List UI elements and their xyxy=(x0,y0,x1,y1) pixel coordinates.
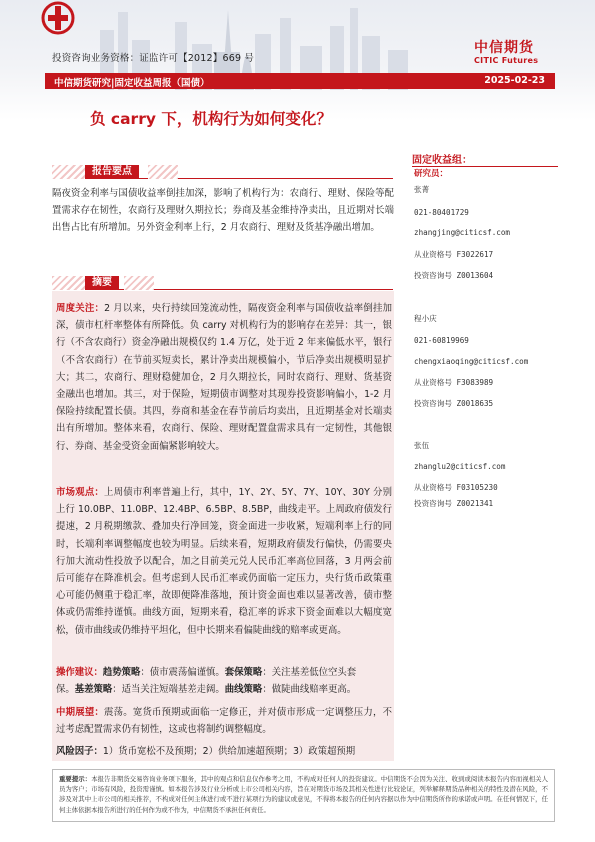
logo-name-cn: 中信期货 xyxy=(474,40,534,56)
license-text: 投资咨询业务资格：证监许可【2012】669 号 xyxy=(52,53,255,64)
section-pattern xyxy=(124,276,154,290)
trend-strategy-text: ：债市震荡偏谨慎。 xyxy=(140,667,225,678)
report-points-header xyxy=(52,165,393,179)
member-name: 张菁 xyxy=(414,185,430,194)
report-points-text: 隔夜资金利率与国债收益率倒挂加深，影响了机构行为：农商行、理财、保险等配置需求存在韧性，农商行及理财久期拉长；券商及基金维持净卖出，且近期对长端出售占比有所增加。另外资金利率上行，2 月农商行、理财及货基净融出增加。 xyxy=(52,188,394,234)
risk-factors-label: 风险因子： xyxy=(56,746,103,757)
section-pattern xyxy=(52,276,85,290)
member-email[interactable]: chengxiaoqing@citicsf.com xyxy=(414,357,529,366)
member-advisory: 投资咨询号 Z0013604 xyxy=(414,271,494,280)
citic-logo-icon xyxy=(0,0,120,36)
market-view-label: 市场观点： xyxy=(56,487,105,498)
report-date: 2025-02-23 xyxy=(484,75,545,86)
member-cert: 从业资格号 F3083989 xyxy=(414,378,494,387)
report-points-title: 报告要点 xyxy=(85,165,139,179)
market-view-text: 上周债市利率普遍上行，其中，1Y、2Y、5Y、7Y、10Y、30Y 分别上行 10.0BP、11.0BP、12.4BP、6.5BP、8.5BP，曲线走平。上周政府债发行提速，2 月税期缴款、叠加央行净回笼，资金面进一步收紧，短端利率上行的同时，长端利率调整幅度也较为明显。后续来看，短期政府债发行偏快，仍需要央行加大流动性投放予以配合，加之目前美元兑人民币汇率高位回落，3 月两会前后可能存在降准机会。但考虑到人民币汇率或仍面临一定压力，央行货币政策重心可能仍侧重于稳汇率，故即便降准落地，预计资金面也难以显著改善，债市整体或仍需维持谨慎。曲线方面，短期来看，稳汇率的诉求下资金面难以大幅度宽松，债市曲线或仍维持平坦化，但中长期来看偏陡曲线的赔率或更高。 xyxy=(56,487,392,636)
market-view xyxy=(56,484,392,639)
team-subheading: 研究员： xyxy=(414,169,449,179)
page-header xyxy=(0,0,595,120)
member-phone: 021-80401729 xyxy=(414,208,469,217)
weekly-focus-text: 2 月以来，央行持续回笼流动性，隔夜资金利率与国债收益率倒挂加深，债市杠杆率整体有所降低。负 carry 对机构行为的影响存在差异：其一，银行（不含农商行）资金净融出规模仅约 1.4 万亿，处于近 2 年来偏低水平，银行（不含农商行）在节前买短卖长，累计净卖出规模偏小，节后净卖出规模明显扩大；其二，农商行、理财稳健加仓，2 月久期拉长，同时农商行、理财、货基资金融出也增加。其三，对于保险，短期债市调整对其现券投资影响偏小，1-2 月保险持续配置长债。其四，券商和基金在春节前后均卖出，且近期基金对长端卖出有所增加。整体来看，农商行、保险、理财配置盘需求具有一定韧性，其他银行、券商、基金受资金面偏紧影响较大。 xyxy=(56,303,392,452)
mid-term-label: 中期展望： xyxy=(56,707,105,718)
report-type-bar xyxy=(45,73,555,89)
ops-advice-line1 xyxy=(56,664,356,681)
ops-advice-label: 操作建议： xyxy=(56,667,103,678)
basis-strategy-text: ：适当关注短端基差走阔。 xyxy=(112,684,225,695)
team-heading: 固定收益组： xyxy=(412,155,472,166)
member-cert: 从业资格号 F3022617 xyxy=(414,250,494,259)
curve-strategy-text: ：做陡曲线赔率更高。 xyxy=(262,684,357,695)
member-name: 张伍 xyxy=(414,441,430,450)
risk-factors xyxy=(56,743,355,760)
curve-strategy-label: 曲线策略 xyxy=(224,684,263,695)
member-phone: 021-60819969 xyxy=(414,336,469,345)
disclaimer-text: 本报告非期货交易咨询业务项下服务，其中的观点和信息仅作参考之用，不构成对任何人的投资建议。中信期货不会因为关注、收到或阅读本报告内容而视相关人员为客户；市场有风险，投资需谨慎。如本报告涉及行业分析或上市公司相关内容，旨在对期货市场及其相关性进行比较论证，列举解释期货品种相关的特性及潜在风险，不涉及对其中上市公司的相关推荐，不构成对任何主体进行或不进行某项行为的建议或意见，不得将本报告的任何内容据以作为中信期货所作的承诺或声明。在任何情况下，任何主体依据本报告所进行的任何作为或不作为，中信期货不承担任何责任。 xyxy=(59,775,549,814)
report-title: 负 carry 下，机构行为如何变化？ xyxy=(90,110,332,128)
weekly-focus xyxy=(56,300,392,455)
mid-term-text: 震荡。宽货币预期或面临一定修正，并对债市形成一定调整压力，不过考虑配置需求仍有韧性，这或也将制约调整幅度。 xyxy=(56,707,392,736)
trend-strategy-label: 趋势策略 xyxy=(102,667,141,678)
ops-advice-line2 xyxy=(56,681,356,698)
member-advisory: 投资咨询号 Z0021341 xyxy=(414,499,494,508)
member-cert: 从业资格号 F03105230 xyxy=(414,483,498,492)
hedge-strategy-text: ：关注基差低位空头套 xyxy=(262,667,357,678)
summary-header xyxy=(52,276,393,290)
mid-term-outlook xyxy=(56,704,392,738)
risk-factors-text: 1）货币宽松不及预期；2）供给加速超预期；3）政策超预期 xyxy=(102,746,356,757)
disclaimer-label: 重要提示： xyxy=(59,775,92,783)
section-pattern xyxy=(148,165,178,179)
logo-name-en: CITIC Futures xyxy=(474,56,539,65)
disclaimer-box xyxy=(52,769,555,822)
member-email[interactable]: zhangjing@citicsf.com xyxy=(414,228,511,237)
summary-title: 摘要 xyxy=(85,276,119,290)
weekly-focus-label: 周度关注： xyxy=(56,303,105,314)
report-series: 中信期货研究|固定收益周报（国债） xyxy=(54,78,210,89)
hedge-strategy-text-cont: 保。 xyxy=(56,684,75,695)
section-pattern xyxy=(52,165,85,179)
member-advisory: 投资咨询号 Z0018635 xyxy=(414,399,494,408)
member-email[interactable]: zhanglu2@citicsf.com xyxy=(414,462,506,471)
basis-strategy-label: 基差策略 xyxy=(74,684,113,695)
member-name: 程小庆 xyxy=(414,314,437,323)
hedge-strategy-label: 套保策略 xyxy=(224,667,263,678)
